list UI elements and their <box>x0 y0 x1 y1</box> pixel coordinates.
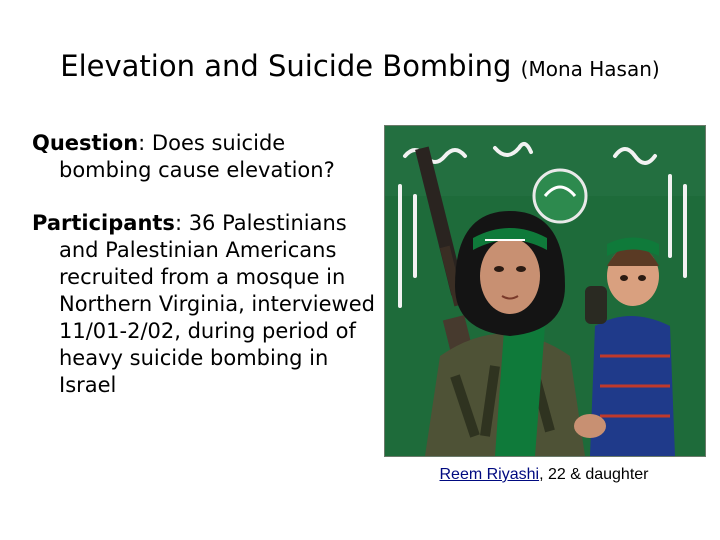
question-label: Question <box>32 131 139 155</box>
question-paragraph <box>32 130 377 184</box>
participants-paragraph <box>32 210 377 399</box>
title-author: (Mona Hasan) <box>520 57 660 81</box>
question-text-continued: bombing cause elevation? <box>59 158 335 182</box>
banner-emblem <box>534 170 586 222</box>
participants-text-continued: and Palestinian Americans recruited from a mosque in Northern Virginia, interviewed 11/01-2/02, during period of heavy suicide bombing in Israel <box>59 238 375 397</box>
caption-text: , 22 & daughter <box>539 466 649 483</box>
caption-link[interactable]: Reem Riyashi <box>439 466 540 483</box>
title-main: Elevation and Suicide Bombing <box>60 49 512 83</box>
slide-title <box>0 46 720 89</box>
question-text: : Does suicide <box>138 131 286 155</box>
slide-body <box>32 130 377 425</box>
photo-illustration <box>385 126 705 456</box>
woman-face <box>480 238 540 314</box>
participants-label: Participants <box>32 211 175 235</box>
photo-caption <box>384 466 704 484</box>
photo <box>384 125 706 457</box>
participants-text: : 36 Palestinians <box>174 211 347 235</box>
held-object <box>585 286 607 324</box>
